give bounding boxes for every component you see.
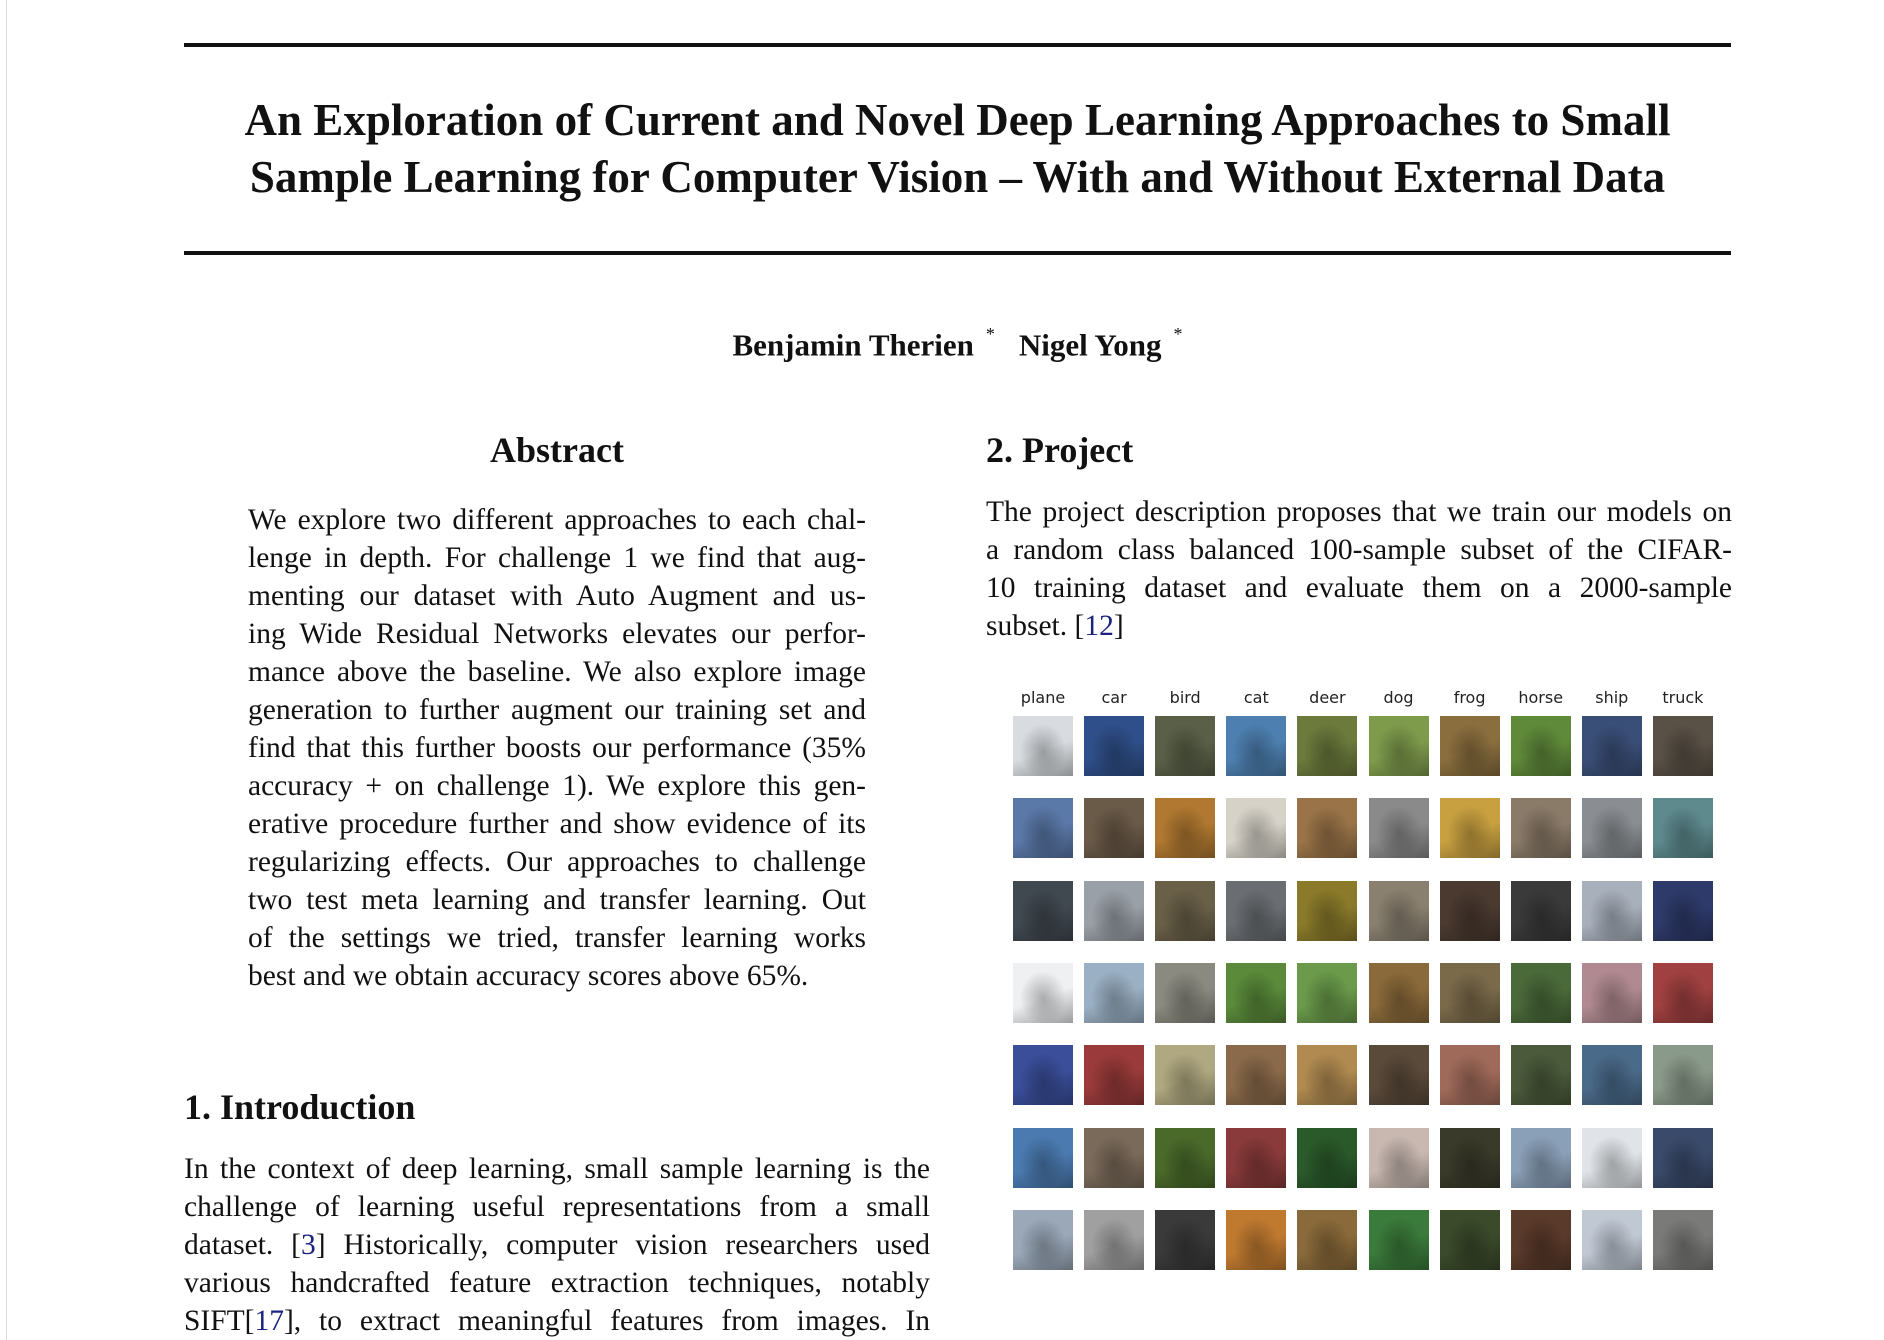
abstract-line: ing Wide Residual Networks elevates our perfor- bbox=[248, 618, 866, 650]
abstract-line: menting our dataset with Auto Augment and us- bbox=[248, 580, 866, 612]
sample-image-bird bbox=[1155, 963, 1215, 1023]
class-label-plane: plane bbox=[1020, 688, 1066, 707]
sample-image-truck bbox=[1653, 963, 1713, 1023]
abstract-line: two test meta learning and transfer learning. Out bbox=[248, 884, 866, 916]
sample-image-ship bbox=[1582, 1210, 1642, 1270]
sample-image-ship bbox=[1582, 1045, 1642, 1105]
abstract-line: lenge in depth. For challenge 1 we find that aug- bbox=[248, 542, 866, 574]
author-name: Nigel Yong bbox=[1018, 327, 1162, 363]
page-edge bbox=[6, 0, 7, 1340]
abstract-line: best and we obtain accuracy scores above 65%. bbox=[248, 960, 809, 992]
introduction-heading: 1. Introduction bbox=[184, 1087, 416, 1127]
sample-image-frog bbox=[1440, 881, 1500, 941]
introduction-line bbox=[184, 1226, 930, 1264]
sample-image-horse bbox=[1511, 798, 1571, 858]
sample-image-car bbox=[1084, 963, 1144, 1023]
abstract-line: We explore two different approaches to each chal- bbox=[248, 504, 866, 536]
project-line: 10 training dataset and evaluate them on a 2000-sample bbox=[986, 572, 1732, 604]
sample-image-deer bbox=[1297, 1045, 1357, 1105]
class-label-truck: truck bbox=[1662, 688, 1704, 707]
project-text: subset. [ bbox=[986, 610, 1085, 642]
sample-image-dog bbox=[1369, 881, 1429, 941]
introduction-text: SIFT[ bbox=[184, 1305, 255, 1337]
sample-image-plane bbox=[1013, 1210, 1073, 1270]
sample-image-ship bbox=[1582, 716, 1642, 776]
sample-image-horse bbox=[1511, 716, 1571, 776]
sample-image-deer bbox=[1297, 716, 1357, 776]
sample-image-truck bbox=[1653, 1128, 1713, 1188]
citation-link[interactable]: 3 bbox=[301, 1229, 316, 1261]
sample-image-cat bbox=[1226, 1128, 1286, 1188]
project-body bbox=[986, 493, 1732, 645]
sample-image-truck bbox=[1653, 798, 1713, 858]
sample-image-cat bbox=[1226, 881, 1286, 941]
project-line: a random class balanced 100-sample subset of the CIFAR- bbox=[986, 534, 1732, 566]
sample-image-deer bbox=[1297, 1128, 1357, 1188]
sample-image-bird bbox=[1155, 1045, 1215, 1105]
abstract-line: of the settings we tried, transfer learning works bbox=[248, 922, 866, 954]
sample-image-frog bbox=[1440, 716, 1500, 776]
class-label-cat: cat bbox=[1243, 688, 1269, 707]
title-line-2: Sample Learning for Computer Vision – With and Without External Data bbox=[249, 152, 1666, 202]
introduction-text: dataset. [ bbox=[184, 1229, 301, 1261]
sample-image-ship bbox=[1582, 963, 1642, 1023]
author-name: Benjamin Therien bbox=[732, 327, 974, 363]
class-label-horse: horse bbox=[1518, 688, 1564, 707]
sample-image-frog bbox=[1440, 1128, 1500, 1188]
project-line: The project description proposes that we train our models on bbox=[986, 496, 1732, 528]
sample-image-plane bbox=[1013, 963, 1073, 1023]
sample-image-deer bbox=[1297, 798, 1357, 858]
sample-image-truck bbox=[1653, 716, 1713, 776]
abstract-body bbox=[248, 501, 866, 995]
cifar10-sample-grid bbox=[1010, 688, 1730, 1268]
sample-image-car bbox=[1084, 1128, 1144, 1188]
introduction-text: ], to extract meaningful features from images. bbox=[283, 1305, 888, 1337]
sample-image-ship bbox=[1582, 881, 1642, 941]
sample-image-bird bbox=[1155, 1128, 1215, 1188]
introduction-line bbox=[184, 1302, 930, 1340]
sample-image-deer bbox=[1297, 881, 1357, 941]
title-rule-top bbox=[184, 43, 1731, 47]
sample-image-horse bbox=[1511, 1045, 1571, 1105]
sample-image-car bbox=[1084, 1210, 1144, 1270]
title-line-1: An Exploration of Current and Novel Deep Learning Approaches to Small bbox=[244, 95, 1671, 145]
sample-image-cat bbox=[1226, 1045, 1286, 1105]
author-footnote-mark: * bbox=[1173, 324, 1183, 344]
abstract-line: find that this further boosts our performance (35% bbox=[248, 732, 866, 764]
sample-image-bird bbox=[1155, 1210, 1215, 1270]
introduction-text: ] Historically, computer vision researchers used bbox=[315, 1229, 930, 1261]
abstract-line: accuracy + on challenge 1). We explore this gen- bbox=[248, 770, 866, 802]
citation-link[interactable]: 17 bbox=[254, 1305, 284, 1337]
sample-image-ship bbox=[1582, 798, 1642, 858]
class-label-deer: deer bbox=[1309, 688, 1346, 707]
class-label-dog: dog bbox=[1383, 688, 1414, 707]
project-heading: 2. Project bbox=[986, 430, 1134, 470]
introduction-line: various handcrafted feature extraction techniques, notably bbox=[184, 1267, 930, 1299]
introduction-line: In the context of deep learning, small sample learning is the bbox=[184, 1153, 930, 1185]
sample-image-car bbox=[1084, 798, 1144, 858]
sample-image-deer bbox=[1297, 963, 1357, 1023]
sample-image-bird bbox=[1155, 716, 1215, 776]
sample-image-car bbox=[1084, 881, 1144, 941]
sample-image-plane bbox=[1013, 798, 1073, 858]
sample-image-dog bbox=[1369, 798, 1429, 858]
title-rule-bottom bbox=[184, 251, 1731, 255]
sample-image-truck bbox=[1653, 881, 1713, 941]
sample-image-dog bbox=[1369, 1210, 1429, 1270]
project-text: ] bbox=[1113, 610, 1124, 642]
sample-image-horse bbox=[1511, 1210, 1571, 1270]
author-footnote-mark: * bbox=[985, 324, 995, 344]
sample-image-car bbox=[1084, 1045, 1144, 1105]
sample-image-frog bbox=[1440, 963, 1500, 1023]
sample-image-bird bbox=[1155, 881, 1215, 941]
abstract-heading: Abstract bbox=[490, 430, 624, 470]
sample-image-bird bbox=[1155, 798, 1215, 858]
abstract-line: generation to further augment our training set and bbox=[248, 694, 866, 726]
sample-image-cat bbox=[1226, 963, 1286, 1023]
introduction-text: In bbox=[905, 1305, 931, 1337]
sample-image-dog bbox=[1369, 963, 1429, 1023]
sample-image-horse bbox=[1511, 963, 1571, 1023]
sample-image-horse bbox=[1511, 881, 1571, 941]
sample-image-cat bbox=[1226, 716, 1286, 776]
citation-link[interactable]: 12 bbox=[1084, 610, 1114, 642]
author-list bbox=[184, 318, 1731, 365]
abstract-line: erative procedure further and show evidence of its bbox=[248, 808, 866, 840]
paper-title bbox=[184, 92, 1731, 206]
sample-image-plane bbox=[1013, 1045, 1073, 1105]
sample-image-plane bbox=[1013, 881, 1073, 941]
sample-image-ship bbox=[1582, 1128, 1642, 1188]
sample-image-car bbox=[1084, 716, 1144, 776]
abstract-line: regularizing effects. Our approaches to challenge bbox=[248, 846, 866, 878]
sample-image-plane bbox=[1013, 1128, 1073, 1188]
sample-image-cat bbox=[1226, 1210, 1286, 1270]
sample-image-frog bbox=[1440, 798, 1500, 858]
introduction-body bbox=[184, 1150, 930, 1340]
sample-image-truck bbox=[1653, 1210, 1713, 1270]
sample-image-plane bbox=[1013, 716, 1073, 776]
class-label-bird: bird bbox=[1169, 688, 1201, 707]
sample-image-frog bbox=[1440, 1210, 1500, 1270]
class-label-ship: ship bbox=[1595, 688, 1629, 707]
sample-image-dog bbox=[1369, 1128, 1429, 1188]
project-line bbox=[986, 607, 1732, 645]
introduction-line: challenge of learning useful representations from a small bbox=[184, 1191, 930, 1223]
sample-image-frog bbox=[1440, 1045, 1500, 1105]
class-label-frog: frog bbox=[1453, 688, 1486, 707]
sample-image-horse bbox=[1511, 1128, 1571, 1188]
sample-image-dog bbox=[1369, 716, 1429, 776]
class-label-car: car bbox=[1101, 688, 1127, 707]
sample-image-dog bbox=[1369, 1045, 1429, 1105]
sample-image-deer bbox=[1297, 1210, 1357, 1270]
sample-image-truck bbox=[1653, 1045, 1713, 1105]
abstract-line: mance above the baseline. We also explore image bbox=[248, 656, 866, 688]
sample-image-cat bbox=[1226, 798, 1286, 858]
